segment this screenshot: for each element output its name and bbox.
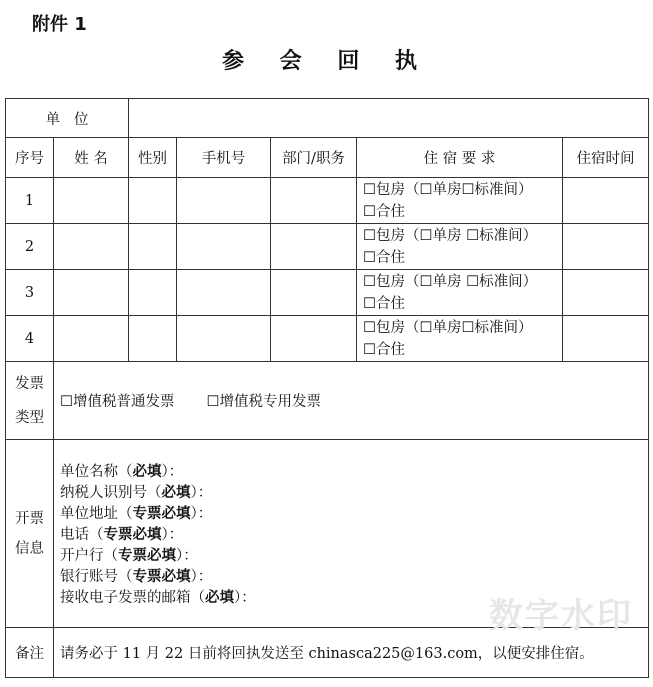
name-cell[interactable]	[54, 224, 129, 270]
phone-cell[interactable]	[177, 270, 271, 316]
invoice-field[interactable]: 接收电子发票的邮箱（必填）：	[60, 589, 256, 606]
gender-cell[interactable]	[129, 270, 177, 316]
dept-cell[interactable]	[271, 270, 357, 316]
row-number: 4	[6, 316, 54, 362]
lodging-line2: ☐合住	[363, 295, 406, 312]
lodging-line2: ☐合住	[363, 341, 406, 358]
gender-cell[interactable]	[129, 224, 177, 270]
unit-row	[6, 99, 649, 138]
phone-cell[interactable]	[177, 316, 271, 362]
dept-cell[interactable]	[271, 178, 357, 224]
lodging-options[interactable]	[357, 178, 563, 224]
table-row	[6, 270, 649, 316]
header-phone: 手机号	[177, 138, 271, 178]
header-row	[6, 138, 649, 178]
lodging-time-cell[interactable]	[563, 178, 649, 224]
table-row	[6, 178, 649, 224]
table-row	[6, 316, 649, 362]
invoice-field[interactable]: 纳税人识别号（必填）：	[60, 484, 213, 501]
invoice-info-label: 开票 信息	[6, 440, 54, 628]
invoice-field[interactable]: 银行账号（专票必填）：	[60, 568, 213, 585]
lodging-time-cell[interactable]	[563, 270, 649, 316]
header-no: 序号	[6, 138, 54, 178]
unit-field[interactable]	[129, 99, 649, 138]
row-number: 3	[6, 270, 54, 316]
lodging-line1: ☐包房（☐单房 ☐标准间）	[363, 227, 538, 244]
phone-cell[interactable]	[177, 178, 271, 224]
attachment-label: 附件 1	[32, 14, 87, 35]
name-cell[interactable]	[54, 178, 129, 224]
dept-cell[interactable]	[271, 224, 357, 270]
invoice-option-general[interactable]: ☐增值税普通发票	[60, 394, 175, 410]
remarks-label: 备注	[6, 628, 54, 678]
lodging-time-cell[interactable]	[563, 224, 649, 270]
header-name: 姓 名	[54, 138, 129, 178]
lodging-time-cell[interactable]	[563, 316, 649, 362]
lodging-options[interactable]	[357, 224, 563, 270]
invoice-field[interactable]: 开户行（专票必填）：	[60, 547, 198, 564]
gender-cell[interactable]	[129, 178, 177, 224]
lodging-line1: ☐包房（☐单房☐标准间）	[363, 319, 533, 336]
header-dept: 部门/职务	[271, 138, 357, 178]
invoice-type-row	[6, 362, 649, 440]
table-row	[6, 224, 649, 270]
header-lodging-time: 住宿时间	[563, 138, 649, 178]
lodging-line1: ☐包房（☐单房☐标准间）	[363, 181, 533, 198]
phone-cell[interactable]	[177, 224, 271, 270]
lodging-options[interactable]	[357, 270, 563, 316]
invoice-field[interactable]: 单位名称（必填）：	[60, 463, 184, 480]
unit-label: 单 位	[6, 99, 129, 138]
gender-cell[interactable]	[129, 316, 177, 362]
invoice-option-special[interactable]: ☐增值税专用发票	[206, 394, 321, 410]
page-title: 参 会 回 执	[222, 49, 431, 74]
invoice-type-label: 发票 类型	[6, 362, 54, 440]
header-gender: 性别	[129, 138, 177, 178]
invoice-type-options	[54, 362, 649, 440]
remarks-text: 请务必于 11 月 22 日前将回执发送至 chinasca225@163.com，以便安排住宿。	[54, 628, 649, 678]
header-lodging: 住 宿 要 求	[357, 138, 563, 178]
invoice-field[interactable]: 单位地址（专票必填）：	[60, 505, 213, 522]
lodging-line2: ☐合住	[363, 203, 406, 220]
row-number: 1	[6, 178, 54, 224]
lodging-line1: ☐包房（☐单房 ☐标准间）	[363, 273, 538, 290]
lodging-options[interactable]	[357, 316, 563, 362]
invoice-field[interactable]: 电话（专票必填）：	[60, 526, 184, 543]
name-cell[interactable]	[54, 270, 129, 316]
row-number: 2	[6, 224, 54, 270]
watermark: 数字水印	[489, 596, 633, 636]
name-cell[interactable]	[54, 316, 129, 362]
dept-cell[interactable]	[271, 316, 357, 362]
lodging-line2: ☐合住	[363, 249, 406, 266]
